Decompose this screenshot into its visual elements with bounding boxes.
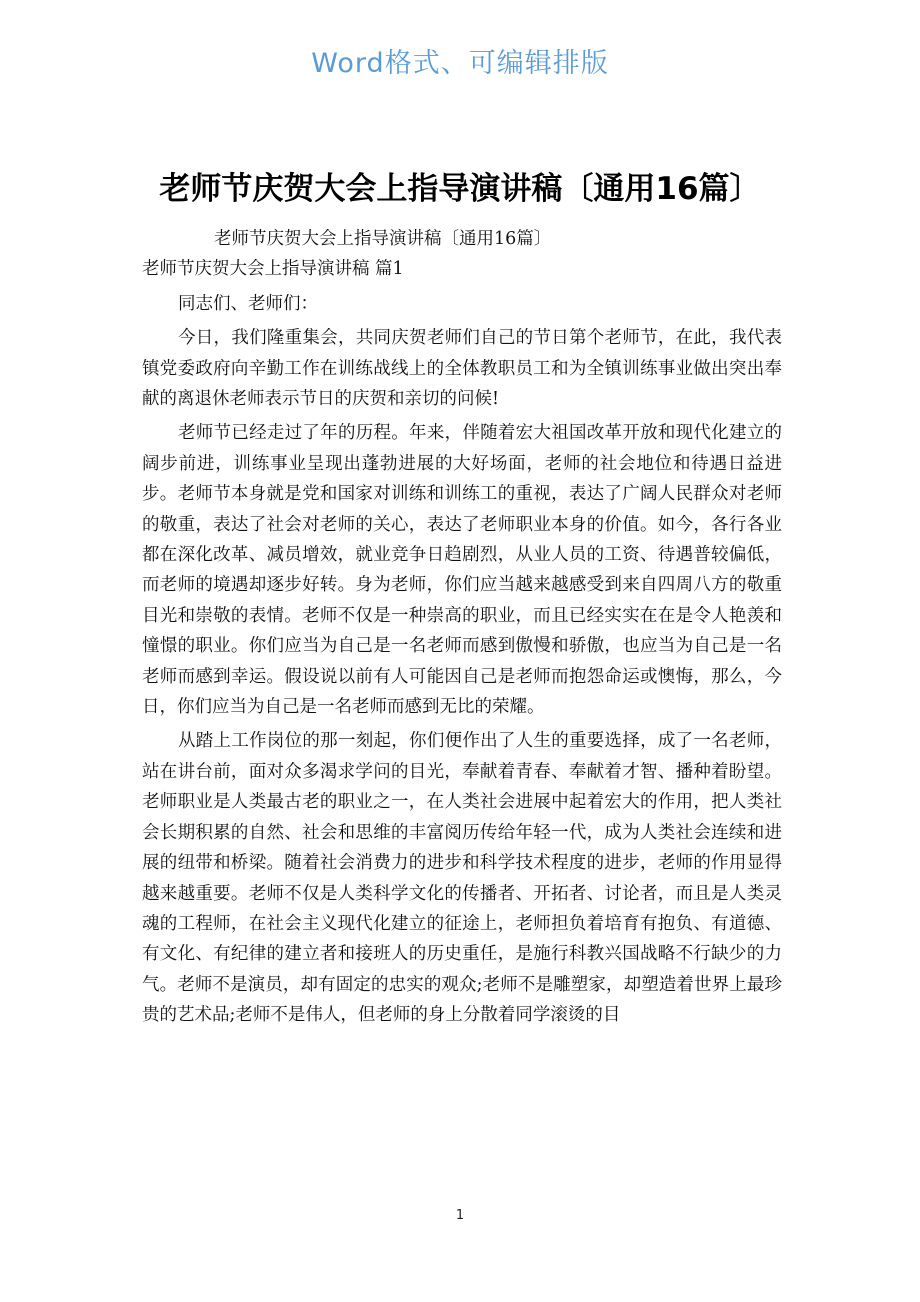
- header-banner: Word格式、可编辑排版: [311, 48, 609, 79]
- page-number: 1: [455, 1208, 465, 1223]
- body-paragraph: 今日，我们隆重集会，共同庆贺老师们自己的节日第个老师节，在此，我代表镇党委政府向辛勤工作在训练战线上的全体教职员工和为全镇训练事业做出突出奉献的离退休老师表示节日的庆贺和亲切的问候!: [142, 328, 782, 409]
- section-heading: 老师节庆贺大会上指导演讲稿 篇1: [142, 259, 404, 280]
- salutation-paragraph: 同志们、老师们：: [178, 293, 318, 314]
- document-subtitle: 老师节庆贺大会上指导演讲稿〔通用16篇〕: [214, 229, 552, 249]
- document-body: [142, 224, 782, 1031]
- body-paragraph: 老师节已经走过了年的历程。年来，伴随着宏大祖国改革开放和现代化建立的阔步前进，训练事业呈现出蓬勃进展的大好场面，老师的社会地位和待遇日益进步。老师节本身就是党和国家对训练和训练工的重视，表达了广阔人民群众对老师的敬重，表达了社会对老师的关心，表达了老师职业本身的价值。如今，各行各业都在深化改革、减员增效，就业竞争日趋剧烈，从业人员的工资、待遇普较偏低，而老师的境遇却逐步好转。身为老师，你们应当越来越感受到来自四周八方的敬重目光和崇敬的表情。老师不仅是一种崇高的职业，而且已经实实在在是令人艳羡和憧憬的职业。你们应当为自己是一名老师而感到傲慢和骄傲，也应当为自己是一名老师而感到幸运。假设说以前有人可能因自己是老师而抱怨命运或懊悔，那么，今日，你们应当为自己是一名老师而感到无比的荣耀。: [142, 423, 782, 718]
- document-title: 老师节庆贺大会上指导演讲稿〔通用16篇〕: [159, 170, 761, 207]
- body-paragraph: 从踏上工作岗位的那一刻起，你们便作出了人生的重要选择，成了一名老师，站在讲台前，面对众多渴求学问的目光，奉献着青春、奉献着才智、播种着盼望。老师职业是人类最古老的职业之一，在人类社会进展中起着宏大的作用，把人类社会长期积累的自然、社会和思维的丰富阅历传给年轻一代，成为人类社会连续和进展的纽带和桥梁。随着社会消费力的进步和科学技术程度的进步，老师的作用显得越来越重要。老师不仅是人类科学文化的传播者、开拓者、讨论者，而且是人类灵魂的工程师，在社会主义现代化建立的征途上，老师担负着培育有抱负、有道德、有文化、有纪律的建立者和接班人的历史重任，是施行科教兴国战略不行缺少的力气。老师不是演员，却有固定的忠实的观众;老师不是雕塑家，却塑造着世界上最珍贵的艺术品;老师不是伟人，但老师的身上分散着同学滚烫的目: [142, 731, 782, 1026]
